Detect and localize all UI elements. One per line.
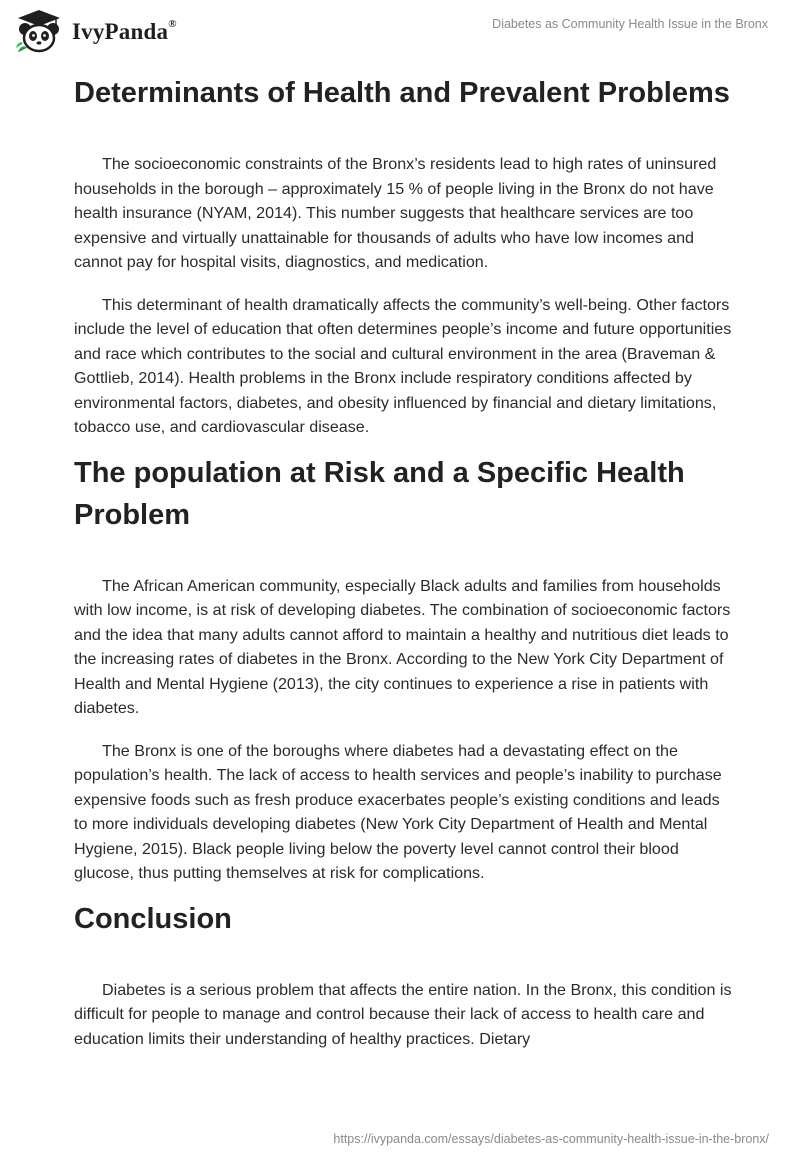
brand-name: IvyPanda®	[72, 18, 177, 44]
document-title: Diabetes as Community Health Issue in the Bronx	[492, 17, 768, 31]
panda-graduate-icon	[14, 8, 64, 56]
paragraph: Diabetes is a serious problem that affects the entire nation. In the Bronx, this condition is difficult for people to manage and control because their lack of access to health care and education limits their understanding of healthy practices. Dietary	[74, 980, 732, 1048]
essay-content	[74, 72, 734, 1051]
section-heading-conclusion: Conclusion	[74, 902, 232, 935]
footer-source-url[interactable]: https://ivypanda.com/essays/diabetes-as-community-health-issue-in-the-bronx/	[333, 1132, 769, 1146]
section-heading-population-at-risk: The population at Risk and a Specific Health Problem	[74, 456, 685, 531]
page-header	[0, 0, 800, 66]
section-heading-determinants: Determinants of Health and Prevalent Problems	[74, 77, 730, 109]
paragraph: The socioeconomic constraints of the Bronx’s residents lead to high rates of uninsured households in the borough – approximately 15 % of people living in the Bronx do not have health insurance (NYAM, 2014). This number suggests that healthcare services are too expensive and virtually unattainable for thousands of adults who have low incomes and cannot pay for hospital visits, diagnostics, and medication.	[74, 155, 717, 271]
paragraph: The African American community, especially Black adults and families from households with low income, is at risk of developing diabetes. The combination of socioeconomic factors and the idea that many adults cannot afford to maintain a healthy and nutritious diet leads to the increasing rates of diabetes in the Bronx. According to the New York City Department of Health and Mental Hygiene (2013), the city continues to experience a rise in patients with diabetes.	[74, 576, 731, 717]
paragraph: The Bronx is one of the boroughs where diabetes had a devastating effect on the population’s health. The lack of access to health services and people’s inability to purchase expensive foods such as fresh produce exacerbates people’s existing conditions and leads to more individuals developing diabetes (New York City Department of Health and Mental Hygiene, 2015). Black people living below the poverty level cannot control their blood glucose, thus putting themselves at risk for complications.	[74, 741, 722, 882]
paragraph: This determinant of health dramatically affects the community’s well-being. Other factors include the level of education that often determines people’s income and future opportunities and race which contributes to the social and cultural environment in the area (Braveman & Gottlieb, 2014). Health problems in the Bronx include respiratory conditions affected by environmental factors, diabetes, and obesity influenced by financial and dietary limitations, tobacco use, and cardiovascular disease.	[74, 295, 732, 436]
ivypanda-logo[interactable]	[14, 8, 177, 56]
